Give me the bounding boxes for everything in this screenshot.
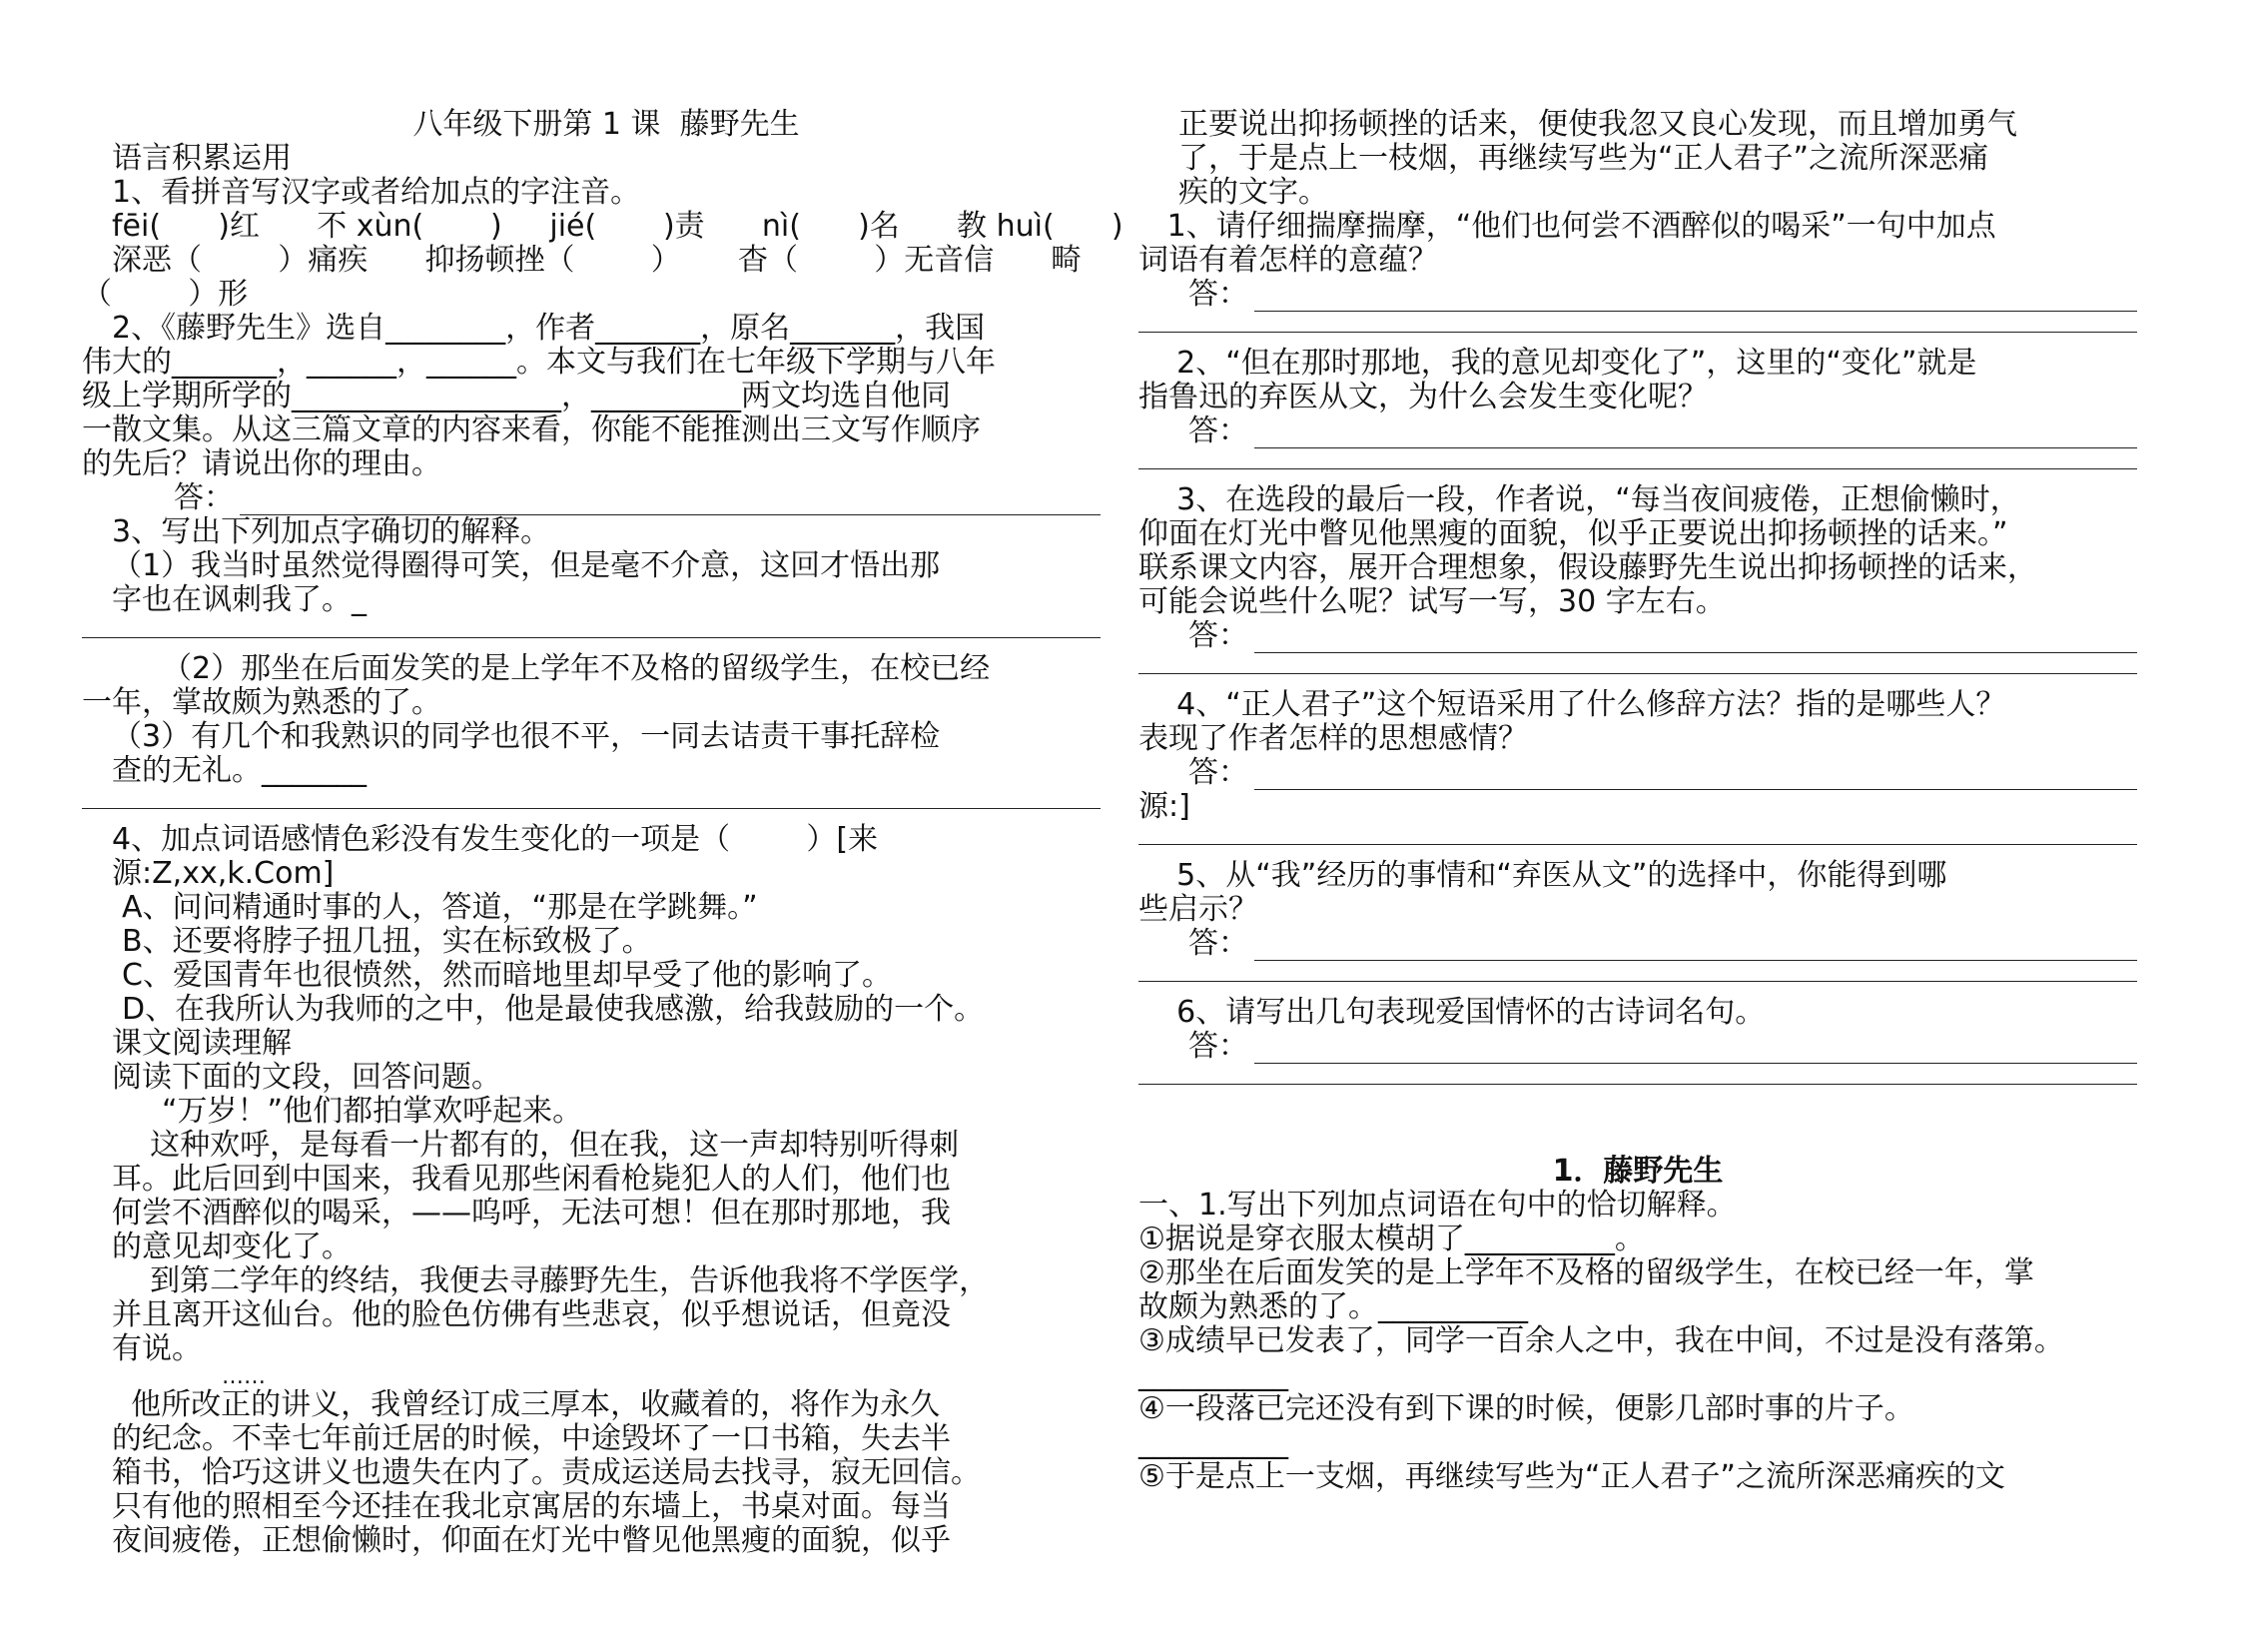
passage-line: 耳。此后回到中国来，我看见那些闲看枪毙犯人的人们，他们也 (112, 1162, 951, 1197)
answer-blank[interactable] (1254, 622, 2137, 653)
exercise-line: __________ (1138, 1357, 1288, 1392)
question-4: 4、加点词语感情色彩没有发生变化的一项是（ ）[来 (112, 822, 879, 857)
answer-blank[interactable] (1254, 930, 2137, 961)
reading-intro: 阅读下面的文段，回答问题。 (112, 1060, 501, 1095)
question-3-item: 查的无礼。_______ (112, 753, 367, 788)
answer-blank[interactable] (1138, 961, 2137, 982)
reading-question-4: 表现了作者怎样的思想感情？ (1138, 721, 1528, 756)
answer-row (1138, 619, 2137, 653)
exercise-line: ①据说是穿衣服太模胡了__________。 (1138, 1222, 1645, 1256)
question-1-line: （ ）形 (82, 277, 249, 312)
answer-blank[interactable] (1254, 759, 2137, 790)
question-3-item: （3）有几个和我熟识的同学也很不平，一同去诘责干事托辞检 (112, 719, 941, 754)
reading-question-3: 3、在选段的最后一段，作者说，“每当夜间疲倦，正想偷懒时， (1138, 482, 2020, 517)
question-2-line: 的先后？请说出你的理由。 (82, 446, 441, 481)
section-heading: 课文阅读理解 (112, 1026, 292, 1061)
reading-question-5: 些启示？ (1138, 892, 1258, 927)
passage-line: “万岁！”他们都拍掌欢呼起来。 (162, 1094, 583, 1129)
answer-row (1138, 278, 2137, 312)
option-d: D、在我所认为我师的之中，他是最使我感激，给我鼓励的一个。 (122, 992, 985, 1027)
passage-line: 正要说出抑扬顿挫的话来，便使我忽又良心发现，而且增加勇气 (1178, 107, 2017, 142)
passage-line: 有说。 (112, 1331, 202, 1366)
answer-blank[interactable] (1138, 448, 2137, 469)
question-3-item: 一年，掌故颇为熟悉的了。 (82, 685, 441, 720)
passage-line: 箱书，恰巧这讲义也遗失在内了。责成运送局去找寻，寂无回信。 (112, 1455, 981, 1490)
passage-line: 这种欢呼，是每看一片都有的，但在我，这一声却特别听得刺 (112, 1128, 960, 1163)
answer-row (1138, 756, 2137, 790)
page-title: 八年级下册第 1 课 藤野先生 (412, 107, 800, 142)
exercise-line: ②那坐在后面发笑的是上学年不及格的留级学生，在校已经一年，掌 (1138, 1255, 2034, 1290)
answer-blank[interactable] (1254, 281, 2137, 312)
answer-label: 答： (174, 480, 234, 515)
question-3-item: 字也在讽刺我了。_ (112, 582, 367, 617)
reading-question-5: 5、从“我”经历的事情和“弃医从文”的选择中，你能得到哪 (1138, 858, 1947, 893)
answer-label: 答： (1188, 755, 1248, 790)
passage-line: 疾的文字。 (1178, 175, 1328, 210)
source-note: 源:] (1138, 789, 1190, 824)
question-1: 1、看拼音写汉字或者给加点的字注音。 (112, 175, 641, 210)
reading-question-1: 1、请仔细揣摩揣摩，“他们也何尝不酒醉似的喝采”一句中加点 (1138, 209, 1996, 244)
question-2-line: 2、《藤野先生》选自________，作者_______，原名_______，我国 (112, 311, 986, 346)
exercise-line: ⑤于是点上一支烟，再继续写些为“正人君子”之流所深恶痛疾的文 (1138, 1459, 2005, 1494)
answer-blank[interactable] (1138, 312, 2137, 333)
left-column (82, 107, 1123, 1558)
section-title: 1．藤野先生 (1552, 1154, 1724, 1189)
answer-row (112, 481, 1101, 515)
question-4: 源:Z,xx,k.Com] (112, 856, 335, 891)
exercise-line: ④一段落已完还没有到下课的时候，便影几部时事的片子。 (1138, 1391, 1914, 1426)
passage-line: 到第二学年的终结，我便去寻藤野先生，告诉他我将不学医学， (112, 1263, 990, 1298)
question-2-line: 一散文集。从这三篇文章的内容来看，你能不能推测出三文写作顺序 (82, 413, 981, 447)
reading-question-2: 指鲁迅的弃医从文，为什么会发生变化呢？ (1138, 380, 1708, 414)
answer-blank[interactable] (82, 788, 1101, 809)
exercise-line: ③成绩早已发表了，同学一百余人之中，我在中间，不过是没有落第。 (1138, 1323, 2064, 1358)
question-3: 3、写出下列加点字确切的解释。 (112, 514, 551, 549)
question-3-item: （1）我当时虽然觉得圈得可笑，但是毫不介意，这回才悟出那 (112, 548, 941, 583)
option-a: A、问问精通时事的人，答道，“那是在学跳舞。” (122, 890, 758, 925)
answer-label: 答： (1188, 413, 1248, 448)
reading-question-3: 联系课文内容，展开合理想象，假设藤野先生说出抑扬顿挫的话来， (1138, 550, 2037, 585)
reading-question-3: 仰面在灯光中瞥见他黑瘦的面貌，似乎正要说出抑扬顿挫的话来。” (1138, 516, 2008, 551)
answer-blank[interactable] (82, 617, 1101, 638)
answer-blank[interactable] (240, 484, 1101, 515)
answer-row (1138, 1030, 2137, 1064)
reading-question-2: 2、“但在那时那地，我的意见却变化了”，这里的“变化”就是 (1138, 346, 1977, 381)
answer-blank[interactable] (1254, 1033, 2137, 1064)
passage-line: 何尝不酒醉似的喝采，——呜呼，无法可想！但在那时那地，我 (112, 1196, 951, 1231)
question-2-line: 伟大的_______，______，______。本文与我们在七年级下学期与八年 (82, 345, 996, 380)
question-1-line: fēi( )红 不 xùn( ) jié( )责 nì( )名 教 huì( ) (112, 209, 1123, 244)
exercise-line: 故颇为熟悉的了。__________ (1138, 1289, 1528, 1324)
exercise-line: 一、1.写出下列加点词语在句中的恰切解释。 (1138, 1188, 1737, 1223)
answer-label: 答： (1188, 618, 1248, 653)
answer-blank[interactable] (1254, 417, 2137, 448)
passage-line: 了，于是点上一枝烟，再继续写些为“正人君子”之流所深恶痛 (1178, 141, 1989, 176)
reading-question-4: 4、“正人君子”这个短语采用了什么修辞方法？指的是哪些人？ (1138, 687, 2006, 722)
passage-line: 并且离开这仙台。他的脸色仿佛有些悲哀，似乎想说话，但竟没 (112, 1297, 951, 1332)
right-column (1138, 108, 2137, 1494)
answer-blank[interactable] (1138, 653, 2137, 674)
answer-label: 答： (1188, 1029, 1248, 1064)
answer-label: 答： (1188, 277, 1248, 312)
passage-line: 夜间疲倦，正想偷懒时，仰面在灯光中瞥见他黑瘦的面貌，似乎 (112, 1523, 951, 1558)
reading-question-1: 词语有着怎样的意蕴？ (1138, 243, 1438, 278)
answer-label: 答： (1188, 926, 1248, 961)
passage-line: 的意见却变化了。 (112, 1230, 352, 1264)
passage-line: 只有他的照相至今还挂在我北京寓居的东墙上，书桌对面。每当 (112, 1489, 951, 1524)
passage-line: 的纪念。不幸七年前迁居的时候，中途毁坏了一口书箱，失去半 (112, 1421, 951, 1456)
passage-ellipsis: …… (222, 1364, 266, 1389)
question-3-item: （2）那坐在后面发笑的是上学年不及格的留级学生，在校已经 (162, 651, 991, 686)
section-heading: 语言积累运用 (112, 141, 292, 176)
question-1-line: 深恶（ ）痛疾 抑扬顿挫（ ） 杳（ ）无音信 畸 (112, 243, 1082, 278)
passage-line: 他所改正的讲义，我曾经订成三厚本，收藏着的，将作为永久 (112, 1387, 941, 1422)
question-2-line: 级上学期所学的__________________，__________两文均选自他同 (82, 379, 951, 413)
option-c: C、爱国青年也很愤然，然而暗地里却早受了他的影响了。 (122, 958, 892, 993)
answer-row (1138, 927, 2137, 961)
answer-blank[interactable] (1138, 824, 2137, 845)
reading-question-3: 可能会说些什么呢？试写一写，30 字左右。 (1138, 584, 1726, 619)
reading-question-6: 6、请写出几句表现爱国情怀的古诗词名句。 (1138, 995, 1766, 1030)
option-b: B、还要将脖子扭几扭，实在标致极了。 (122, 924, 652, 959)
answer-blank[interactable] (1138, 1064, 2137, 1085)
answer-row (1138, 414, 2137, 448)
exercise-line: __________ (1138, 1425, 1288, 1460)
